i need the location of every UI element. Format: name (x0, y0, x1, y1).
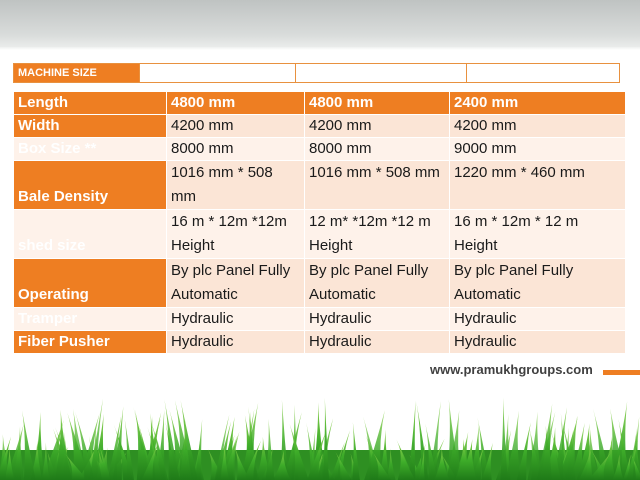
table-row (14, 331, 626, 354)
website-url: www.pramukhgroups.com (430, 362, 593, 377)
row-label: Width (14, 115, 167, 138)
website-accent-bar (603, 370, 640, 375)
table-row (14, 115, 626, 138)
table-cell: 4200 mm (450, 115, 626, 138)
machine-size-header (13, 63, 620, 83)
table-cell: Hydraulic (305, 331, 450, 354)
table-cell: 12 m* *12m *12 m Height (305, 210, 450, 259)
row-label: Box Size ** (14, 138, 167, 161)
table-row (14, 138, 626, 161)
table-cell: 2400 mm (450, 92, 626, 115)
table-cell: 8000 mm (305, 138, 450, 161)
header-empty-cell-3 (467, 64, 619, 82)
table-cell: By plc Panel Fully Automatic (450, 259, 626, 308)
table-cell: 4800 mm (305, 92, 450, 115)
header-empty-cell-1 (140, 64, 296, 82)
table-row (14, 259, 626, 308)
row-label: shed size (14, 210, 167, 259)
table-cell: Hydraulic (450, 308, 626, 331)
row-label: Length (14, 92, 167, 115)
table-cell: 16 m * 12m * 12 m Height (450, 210, 626, 259)
table-cell: 1016 mm * 508 mm (305, 161, 450, 210)
table-cell: 1220 mm * 460 mm (450, 161, 626, 210)
table-cell: 4800 mm (167, 92, 305, 115)
table-cell: 4200 mm (167, 115, 305, 138)
table-cell: Hydraulic (167, 331, 305, 354)
table-cell: Hydraulic (167, 308, 305, 331)
row-label: Tramper (14, 308, 167, 331)
table-cell: By plc Panel Fully Automatic (305, 259, 450, 308)
spec-table (13, 91, 626, 354)
table-cell: 16 m * 12m *12m Height (167, 210, 305, 259)
table-cell: Hydraulic (305, 308, 450, 331)
table-row (14, 210, 626, 259)
table-cell: 1016 mm * 508 mm (167, 161, 305, 210)
table-cell: 8000 mm (167, 138, 305, 161)
table-cell: 9000 mm (450, 138, 626, 161)
table-row (14, 92, 626, 115)
table-row (14, 308, 626, 331)
row-label: Operating (14, 259, 167, 308)
top-gradient-band (0, 0, 640, 50)
machine-size-label: MACHINE SIZE (14, 64, 140, 82)
grass-decoration (0, 395, 640, 480)
row-label: Bale Density (14, 161, 167, 210)
table-cell: Hydraulic (450, 331, 626, 354)
table-row (14, 161, 626, 210)
row-label: Fiber Pusher (14, 331, 167, 354)
table-cell: 4200 mm (305, 115, 450, 138)
table-cell: By plc Panel Fully Automatic (167, 259, 305, 308)
header-empty-cell-2 (296, 64, 467, 82)
grass-blade (266, 419, 275, 480)
